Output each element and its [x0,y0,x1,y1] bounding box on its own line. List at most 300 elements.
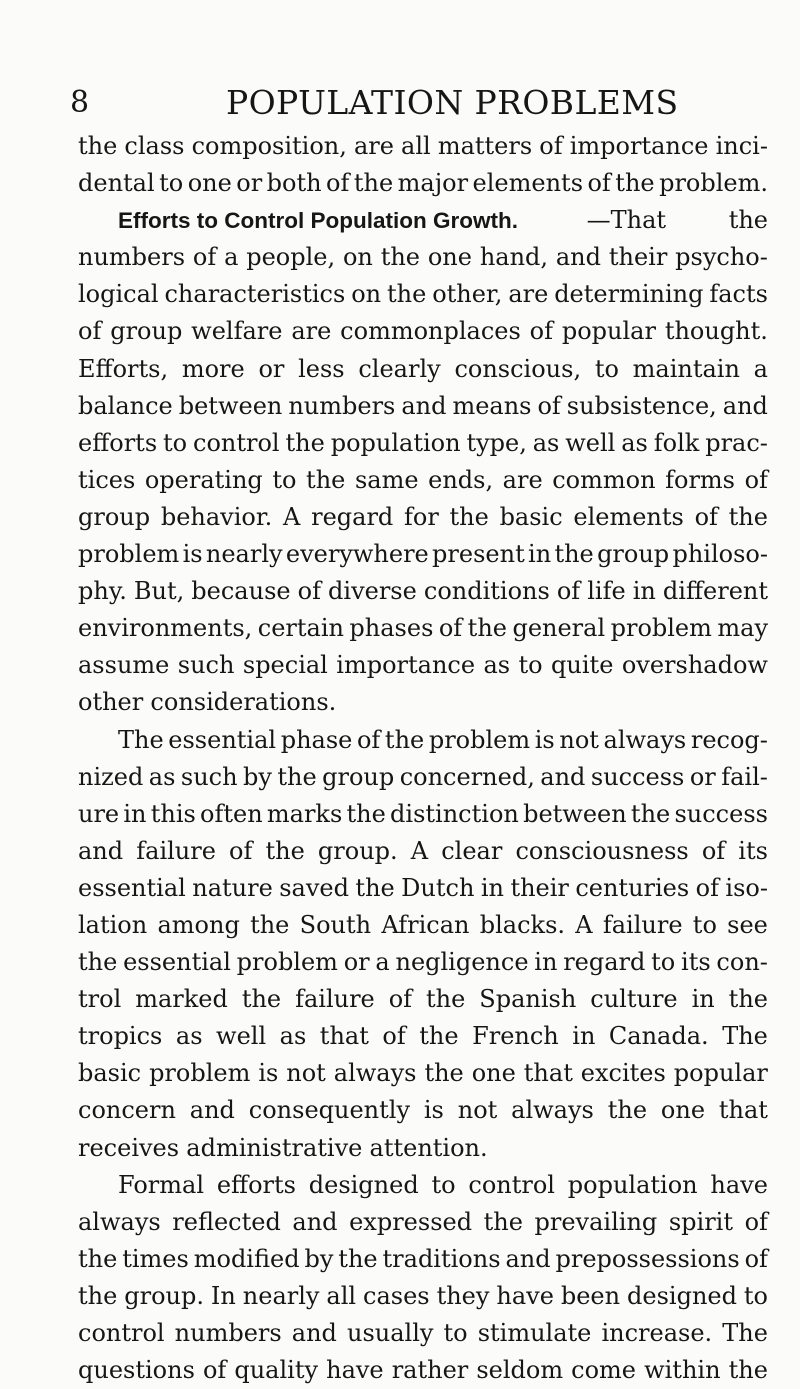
word: a [753,354,768,383]
word: seldom [476,1356,564,1385]
word: of [297,577,321,606]
word: to [159,169,184,198]
word: always [511,1096,594,1125]
word: to [594,354,619,383]
word: prepossessions [555,1244,740,1273]
word: class [124,132,185,160]
word: quality [234,1356,319,1385]
word: the [78,132,118,160]
word: nature [192,873,273,902]
word: certain [257,614,344,643]
word: on [342,243,373,272]
word: other [78,688,144,717]
word: conscious, [454,354,582,383]
word: type, [466,428,527,457]
word: such [180,762,238,791]
word: and [505,1244,551,1273]
text-line [78,276,768,313]
word: the [607,1096,648,1125]
word: its [681,948,711,977]
text-line [78,759,768,796]
word: to [651,948,676,977]
word: all [326,1281,357,1310]
word: group [110,317,183,346]
text-line [78,1315,768,1352]
text-line [78,833,768,870]
word: between [178,391,283,420]
word: tropics [78,1022,163,1051]
word: general [512,614,606,643]
word: always [78,1207,161,1236]
word: determining [554,280,704,309]
word: to [163,428,188,457]
word: culture [590,985,678,1014]
word: failure [136,836,216,865]
word: prac- [705,428,768,457]
word: or [236,169,263,198]
word: A [410,836,429,865]
word: clearly [358,354,441,383]
word: the [338,1244,378,1273]
word: special [242,651,328,680]
word: population [567,1170,698,1199]
word: African [381,910,470,939]
word: But, [133,577,185,606]
word: people, [246,243,336,272]
word: and [78,836,124,865]
word: the [467,614,507,643]
word: In [210,1281,236,1310]
word: to [272,465,297,494]
word: phy. [78,577,127,606]
word: as [532,428,560,457]
word: commonplaces [340,317,521,346]
word: and [555,243,602,272]
word: forms [665,465,735,494]
word: life [587,577,626,606]
word: The [118,725,164,754]
word: matters [437,132,533,160]
word: the [277,762,317,791]
word: the [419,1022,459,1051]
word: facts [709,280,768,309]
word: one [427,243,472,272]
word: in [534,948,558,977]
text-line [78,425,768,462]
word: come [571,1356,637,1385]
word: excites [580,1059,666,1088]
text-line [78,536,768,573]
word: as [483,651,511,680]
word: group [597,540,670,569]
word: have [710,1170,768,1199]
word: in [123,799,147,828]
word: times [122,1244,189,1273]
word: of [744,1207,768,1236]
word: failure [295,985,375,1014]
word: the [78,948,118,977]
word: and [291,1319,337,1347]
word: the [630,799,671,828]
word: problem [610,614,712,643]
word: in [572,1022,596,1051]
text-line [78,1352,768,1389]
word: cases [363,1281,430,1310]
word: of [388,985,413,1014]
word: its [738,836,768,865]
text-line [78,1278,768,1315]
word: phase [280,725,353,754]
text-line [78,981,768,1018]
word: have [326,1356,384,1385]
word: administrative [186,1133,363,1162]
word: the [250,910,290,939]
word: concerned, [399,762,535,791]
word: in [528,540,552,569]
text-line [78,573,768,610]
word: designed [308,1170,419,1199]
word: in [691,985,715,1014]
word: the [615,169,655,198]
word: in [480,873,504,902]
word: by [243,762,272,791]
word: and [401,391,447,420]
word: environments, [78,614,253,643]
word: major [397,169,469,198]
word: is [534,725,555,754]
text-line [78,907,768,944]
word: dental [78,169,155,198]
word: one [471,1059,516,1088]
word: marks [266,799,343,828]
word: logical [78,280,159,309]
word: as [621,428,648,457]
word: conditions [423,577,550,606]
word: in [632,577,656,606]
word: quite [551,651,614,680]
word: the [380,243,421,272]
word: nearly [242,1281,320,1310]
word: ure [78,799,120,828]
word: group [78,502,151,531]
word: elements [472,169,584,198]
text-line [78,499,768,536]
word: diverse [328,577,417,606]
word: they [436,1281,490,1310]
word: operating [144,465,263,494]
word: saved [279,873,349,902]
text-line [78,128,768,165]
word: recog- [690,725,768,754]
word: thought. [664,317,768,346]
word: numbers [288,391,396,420]
text-line [78,165,768,202]
text-line [78,313,768,350]
word: the [728,206,768,235]
word: of [587,169,611,198]
word: by [304,1244,334,1273]
word: —That [586,206,667,235]
word: of [539,132,563,160]
word: and [540,762,586,791]
word: regard [311,502,394,531]
word: between [523,799,627,828]
word: subsistence, [566,391,717,420]
word: the [387,280,427,309]
word: that [718,1096,768,1125]
word: of [694,502,718,531]
word: within [644,1356,721,1385]
word: numbers [78,243,186,272]
word: of [529,317,553,346]
word: modified [193,1244,300,1273]
text-line [78,1167,768,1204]
word: problem. [659,169,768,198]
word: for [404,502,439,531]
word: the [728,1356,768,1385]
word: a [224,243,239,272]
word: tices [78,465,136,494]
word: Efforts, [78,354,169,383]
word: see [727,910,768,939]
word: as [175,1022,203,1051]
word: hand, [479,243,549,272]
word: A [283,502,301,531]
word: group. [124,1281,204,1310]
word: the [424,1059,464,1088]
word: spirit [668,1207,733,1236]
text-line [78,462,768,499]
word: as [279,1022,307,1051]
text-line [78,1092,768,1129]
word: nearly [205,540,283,569]
word: assume [78,651,170,680]
word: centuries [575,873,690,902]
word: Canada. [608,1022,709,1051]
word: have [496,1281,554,1310]
word: well [216,1022,267,1051]
word: same [354,465,419,494]
text-line [78,1241,768,1278]
word: or [343,948,370,977]
word: that [523,1059,573,1088]
word: control [78,1319,165,1347]
word: and [292,1207,338,1236]
word: the [346,799,386,828]
word: that [319,1022,369,1051]
running-head: POPULATION PROBLEMS [226,83,679,122]
word: success [674,799,768,828]
word: of [744,465,768,494]
word: not [286,1059,326,1088]
word: or [689,762,716,791]
word: are [502,465,543,494]
word: such [177,651,235,680]
text-line [78,1055,768,1092]
word: maintain [632,354,740,383]
text-line [78,239,768,276]
word: of [229,836,253,865]
word: among [157,910,240,939]
text-line [78,796,768,833]
word: Spanish [479,985,577,1014]
word: basic [499,502,563,531]
word: attention. [369,1133,488,1162]
word: of [438,614,463,643]
word: a [375,948,390,977]
word: the [728,502,768,531]
word: is [258,1059,279,1088]
word: numbers [174,1319,282,1347]
page-number: 8 [70,85,90,120]
word: essential [78,873,186,902]
word: elements [573,502,684,531]
word: expressed [349,1207,473,1236]
text-line [78,944,768,981]
word: importance [336,651,476,680]
word: reflected [172,1207,281,1236]
text-line [78,388,768,425]
word: to [743,1281,768,1310]
word: one [187,169,232,198]
word: the [353,169,394,198]
word: and [722,391,768,420]
word: means [452,391,532,420]
word: prevailing [534,1207,658,1236]
word: consequently [248,1096,411,1125]
word: efforts [216,1170,296,1199]
word: of [695,873,719,902]
word: the [426,985,466,1014]
word: Formal [118,1170,205,1199]
word: problem [149,1059,251,1088]
word: not [457,1096,498,1125]
word: all [401,132,431,160]
word: problem [236,948,338,977]
word: receives [78,1133,180,1162]
word: ends, [428,465,494,494]
word: are [291,317,332,346]
word: because [191,577,291,606]
word: different [662,577,768,606]
word: other, [432,280,503,309]
word: are [508,280,549,309]
word: success [590,762,685,791]
text-line [78,202,768,239]
word: of [202,1356,227,1385]
word: to [692,910,717,939]
text-line [78,684,768,721]
word: problem [78,540,180,569]
word: lation [78,910,148,939]
word: fail- [721,762,768,791]
word: of [556,577,581,606]
word: of [356,725,381,754]
word: overshadow [621,651,768,680]
word: Dutch [401,873,475,902]
word: distinction [390,799,519,828]
word: to [443,1319,468,1347]
word: or [258,354,285,383]
body-text [78,128,768,1389]
word: control [193,428,280,457]
word: negligence [395,948,529,977]
word: the [728,985,768,1014]
word: of [382,1022,406,1051]
text-line [78,647,768,684]
word: often [200,799,263,828]
word: essential [168,725,277,754]
word: psycho- [675,243,768,272]
word: inci- [715,132,768,160]
word: folk [653,428,700,457]
word: balance [78,391,173,420]
word: been [560,1281,621,1310]
word: the [449,502,489,531]
word: of [701,836,726,865]
word: increase. [601,1319,713,1347]
word: the [285,428,325,457]
word: The [722,1319,768,1347]
word: to [518,651,543,680]
word: population [330,428,461,457]
word: con- [716,948,768,977]
word: is [182,540,203,569]
word: blacks. [479,910,566,939]
word: always [333,1059,417,1088]
word: iso- [725,873,768,902]
word: philoso- [672,540,768,569]
word: usually [347,1319,434,1347]
word: not [559,725,599,754]
word: failure [602,910,683,939]
word: the [306,465,346,494]
word: to [431,1170,456,1199]
text-line [78,1204,768,1241]
word: are [353,132,394,160]
word: of [326,169,350,198]
word: A [575,910,593,939]
word: nized [78,762,144,791]
word: less [298,354,345,383]
word: popular [561,317,656,346]
word: importance [569,132,709,160]
word: of [78,317,102,346]
word: welfare [191,317,283,346]
word: of [192,243,217,272]
word: concern [78,1096,176,1125]
word: and [189,1096,235,1125]
word: the [554,540,594,569]
word: as [148,762,176,791]
word: present [432,540,525,569]
word: more [181,354,245,383]
word: phases [349,614,434,643]
word: their [608,243,668,272]
word: control [468,1170,555,1199]
word: regard [563,948,646,977]
word: on [351,280,382,309]
word: The [722,1022,768,1051]
word: well [565,428,616,457]
word: the [78,1244,118,1273]
word: of [537,391,561,420]
word: popular [673,1059,768,1088]
word: the [384,725,425,754]
word: French [472,1022,559,1051]
word: always [603,725,687,754]
text-line [78,870,768,907]
